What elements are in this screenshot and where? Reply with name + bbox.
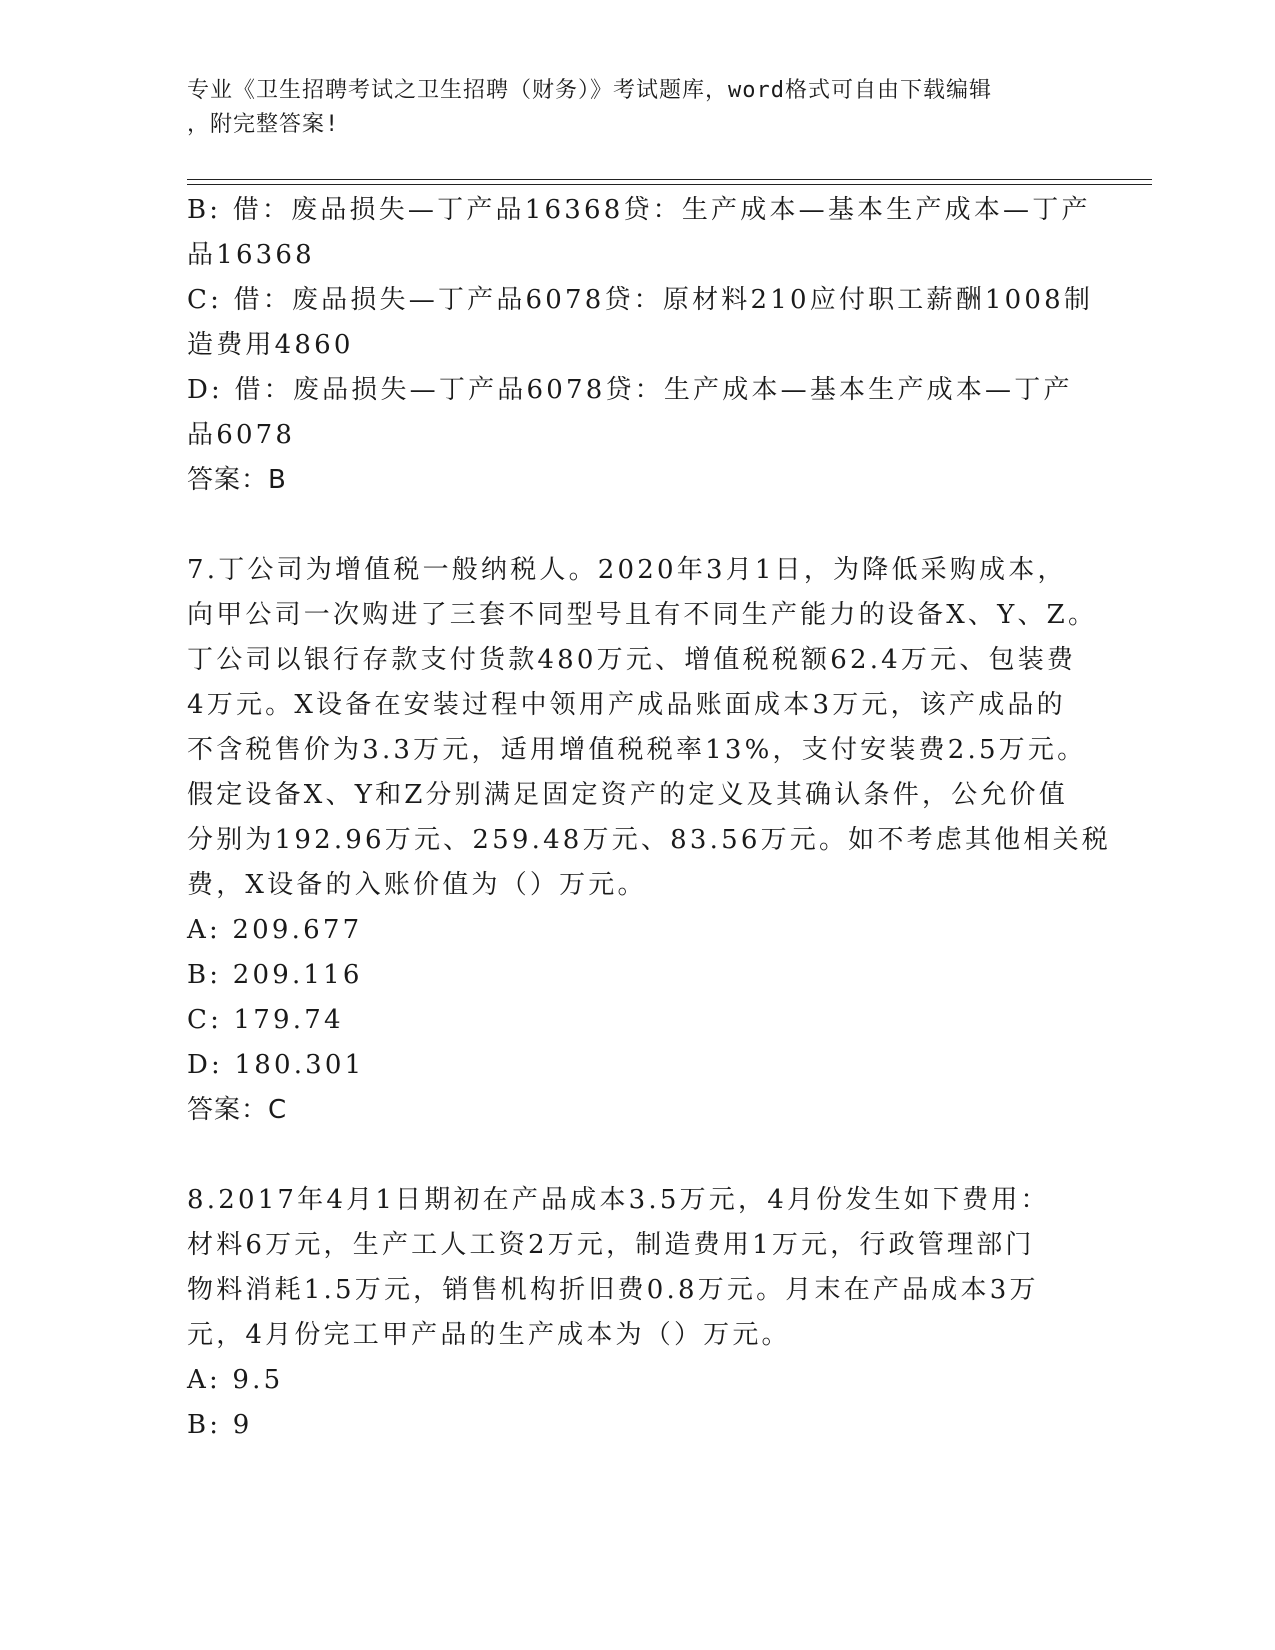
- q7-answer: 答案：C: [187, 1095, 288, 1125]
- q7-option-b: B: 209.116: [187, 960, 363, 990]
- spacer: [187, 503, 1087, 548]
- header-title-line: 专业《卫生招聘考试之卫生招聘（财务）》考试题库，word格式可自由下载编辑: [187, 78, 992, 103]
- page-header: [187, 74, 1067, 142]
- q8-stem-line: 元，4月份完工甲产品的生产成本为（）万元。: [187, 1320, 791, 1350]
- q8-stem-line: 8.2017年4月1日期初在产品成本3.5万元，4月份发生如下费用：: [187, 1185, 1050, 1215]
- q7-stem-line: 丁公司以银行存款支付货款480万元、增值税税额62.4万元、包装费: [187, 645, 1077, 675]
- q7-stem-line: 向甲公司一次购进了三套不同型号且有不同生产能力的设备X、Y、Z。: [187, 600, 1098, 630]
- header-divider-bottom: [187, 184, 1152, 185]
- spacer: [187, 1133, 1087, 1178]
- header-divider-top: [187, 179, 1152, 180]
- q6-option-d-line1: D: 借：废品损失—丁产品6078贷：生产成本—基本生产成本—丁产: [187, 375, 1073, 405]
- q7-option-a: A: 209.677: [187, 915, 363, 945]
- question-7: [187, 548, 1111, 1133]
- q7-stem-line: 4万元。X设备在安装过程中领用产成品账面成本3万元，该产成品的: [187, 690, 1066, 720]
- q6-option-b-line1: B: 借：废品损失—丁产品16368贷：生产成本—基本生产成本—丁产: [187, 195, 1091, 225]
- q7-stem-line: 分别为192.96万元、259.48万元、83.56万元。如不考虑其他相关税: [187, 825, 1111, 855]
- q8-stem-line: 物料消耗1.5万元，销售机构折旧费0.8万元。月末在产品成本3万: [187, 1275, 1039, 1305]
- document-body: [187, 188, 1111, 1448]
- q7-option-c: C: 179.74: [187, 1005, 344, 1035]
- question-6-options: [187, 188, 1094, 503]
- q7-stem-line: 不含税售价为3.3万元，适用增值税税率13%，支付安装费2.5万元。: [187, 735, 1087, 765]
- q6-option-c-line2: 造费用4860: [187, 330, 354, 360]
- q6-option-d-line2: 品6078: [187, 420, 296, 450]
- q8-option-a: A: 9.5: [187, 1365, 284, 1395]
- q8-option-b: B: 9: [187, 1410, 253, 1440]
- q8-stem-line: 材料6万元，生产工人工资2万元，制造费用1万元，行政管理部门: [187, 1230, 1035, 1260]
- q7-stem-line: 费，X设备的入账价值为（）万元。: [187, 870, 647, 900]
- q7-stem-line: 7.丁公司为增值税一般纳税人。2020年3月1日，为降低采购成本，: [187, 555, 1067, 585]
- q6-option-c-line1: C: 借：废品损失—丁产品6078贷：原材料210应付职工薪酬1008制: [187, 285, 1094, 315]
- question-8: [187, 1178, 1087, 1448]
- q6-option-b-line2: 品16368: [187, 240, 315, 270]
- q6-answer: 答案：B: [187, 465, 287, 495]
- q7-stem-line: 假定设备X、Y和Z分别满足固定资产的定义及其确认条件，公允价值: [187, 780, 1068, 810]
- header-title-line-continued: ，附完整答案!: [187, 112, 340, 137]
- q7-option-d: D: 180.301: [187, 1050, 365, 1080]
